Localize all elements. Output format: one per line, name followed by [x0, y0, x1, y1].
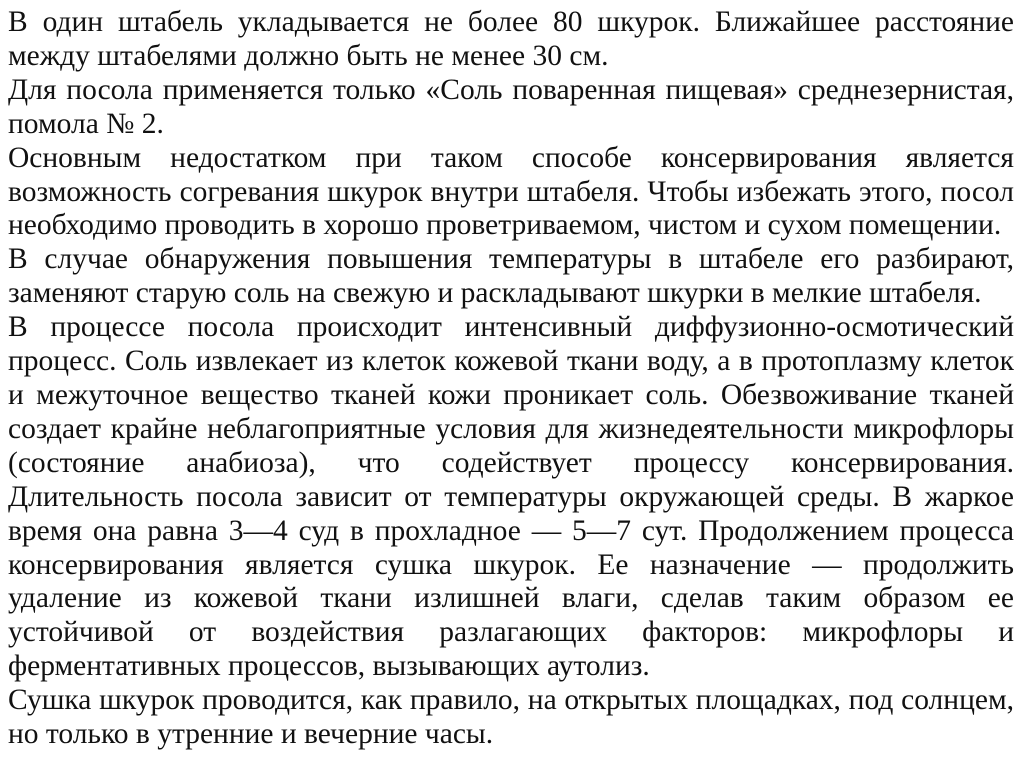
paragraph-drying: Сушка шкурок проводится, как правило, на открытых площадках, под солнцем, но только в утренние и вечерние часы.: [8, 684, 1014, 751]
document-page: [8, 6, 1014, 752]
paragraph-temperature-rise: В случае обнаружения повышения температуры в штабеле его разбирают, заменяют старую соль на свежую и раскладывают шкурки в мелкие штабеля.: [8, 243, 1014, 310]
paragraph-salting-process: В процессе посола происходит интенсивный диффузионно-осмотический процесс. Соль извлекает из клеток кожевой ткани воду, а в протоплазму клеток и межуточное вещество тканей кожи проникает соль. Обезвоживание тканей создает крайне неблагоприятные условия для жизнедеятельности микрофлоры (состояние анабиоза), что содействует процессу консервирования. Длительность посола зависит от температуры окружающей среды. В жаркое время она равна 3—4 суд в прохладное — 5—7 сут. Продолжением процесса консервирования является сушка шкурок. Ее назначение — продолжить удаление из кожевой ткани излишней влаги, сделав таким образом ее устойчивой от воздействия разлагающих факторов: микрофлоры и ферментативных процессов, вызывающих аутолиз.: [8, 311, 1014, 683]
paragraph-salt-type: Для посола применяется только «Соль поваренная пищевая» среднезернистая, помола № 2.: [8, 73, 1014, 140]
paragraph-stacking-rules: В один штабель укладывается не более 80 шкурок. Ближайшее расстояние между штабелями должно быть не менее 30 см.: [8, 6, 1014, 72]
paragraph-main-drawback: Основным недостатком при таком способе консервирования является возможность согревания шкурок внутри штабеля. Чтобы избежать этого, посол необходимо проводить в хорошо проветриваемом, чистом и сухом помещении.: [8, 141, 1014, 242]
